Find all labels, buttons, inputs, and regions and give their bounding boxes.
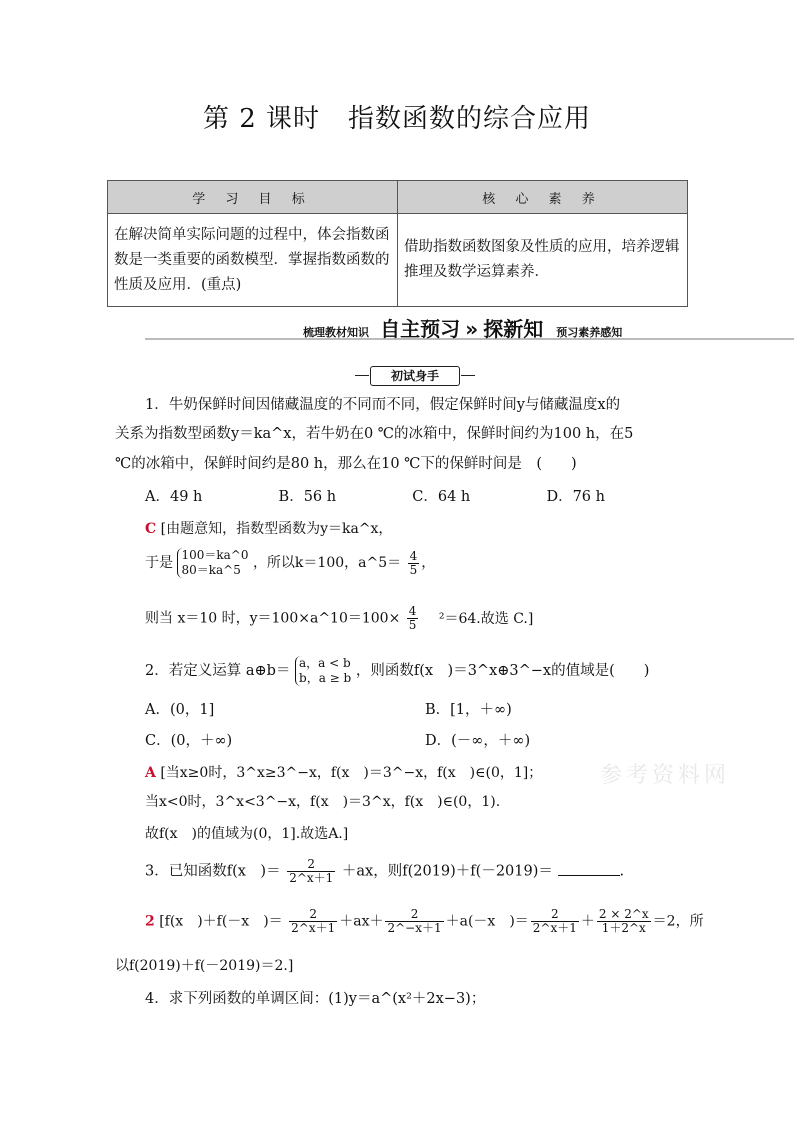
q1-sol-end: ²＝64.故选 C.] <box>438 610 534 627</box>
q1-line1: 1．牛奶保鲜时间因储藏温度的不同而不同，假定保鲜时间y与储藏温度x的 <box>145 397 621 413</box>
frac-num: 2 × 2^x <box>598 907 649 921</box>
q3-frac-4 <box>597 908 651 935</box>
goals-table <box>107 180 688 307</box>
q2-pre: 2．若定义运算 a⊕b＝ <box>145 663 291 679</box>
page-title <box>0 98 794 135</box>
q3-fraction <box>287 858 335 885</box>
q1-answer: C <box>145 521 157 537</box>
q3-answer: 2 <box>145 913 155 930</box>
q1-sol-text: [由题意知，指数型函数为y＝ka^x， <box>160 521 393 537</box>
q3-sol-e: ＝2，所 <box>652 913 704 930</box>
q3-sol-b: ＋ax＋ <box>339 913 384 930</box>
q3-sol-a: [f(x )＋f(－x )＝ <box>159 913 283 930</box>
lesson-topic: 指数函数的综合应用 <box>348 104 592 134</box>
q2-line1 <box>145 656 649 686</box>
q2-case1: a，a < b <box>299 656 351 670</box>
q1-option-b: B．56 h <box>278 489 337 505</box>
q1-fraction <box>408 550 420 577</box>
competency-header: 核 心 素 养 <box>398 181 688 214</box>
q1-line2: 关系为指数型函数y＝ka^x，若牛奶在0 ℃的冰箱中，保鲜时间约为100 h，在5 <box>115 426 634 442</box>
q1-options <box>145 484 605 511</box>
q1-option-c: C．64 h <box>412 489 471 505</box>
frac-den: 2^x＋1 <box>532 921 577 935</box>
q2-solution-1 <box>145 760 542 787</box>
frac-num: 2 <box>385 908 443 922</box>
q1-line3: ℃的冰箱中，保鲜时间约是80 h，那么在10 ℃下的保鲜时间是 ( ) <box>115 456 577 472</box>
q1-system <box>177 548 248 578</box>
q3-solution-1 <box>145 908 704 936</box>
q3-pre: 3．已知函数f(x )＝ <box>145 863 281 880</box>
q2-option-a: A．(0，1] <box>145 702 215 718</box>
lesson-number: 第 2 课时 <box>202 104 321 134</box>
competency-text: 借助指数函数图象及性质的应用，培养逻辑推理及数学运算素养． <box>398 214 688 307</box>
q1-eq2: 80＝ka^5 <box>181 563 241 577</box>
q3-sol-c: ＋a(－x )＝ <box>445 913 529 930</box>
q2-option-b: B．[1，＋∞) <box>425 702 512 718</box>
frac-num: 2 <box>287 858 335 872</box>
q2-answer: A <box>145 765 156 781</box>
frac-num: 4 <box>408 604 417 618</box>
q2-solution-2: 当x<0时，3^x<3^−x，f(x )＝3^x，f(x )∈(0，1). <box>145 794 501 810</box>
q1-sol-prefix: 于是 <box>145 555 173 571</box>
frac-den: 5 <box>409 562 418 577</box>
arrow-icon: » <box>465 317 479 341</box>
goals-header: 学 习 目 标 <box>108 181 398 214</box>
section-tag: 初试身手 <box>370 366 460 386</box>
q2-solution-3: 故f(x )的值域为(0，1].故选A.] <box>145 826 349 842</box>
frac-num: 2 <box>531 908 579 922</box>
q2-cases <box>295 656 351 686</box>
q3-solution-2: 以f(2019)＋f(－2019)＝2.] <box>115 958 294 974</box>
q3-frac-3 <box>531 908 579 935</box>
q1-eq1: 100＝ka^0 <box>181 548 249 562</box>
banner-left: 梳理教材知识 <box>303 326 369 339</box>
goals-text: 在解决简单实际问题的过程中，体会指数函数是一类重要的函数模型．掌握指数函数的性质及应用．(重点) <box>108 214 398 307</box>
frac-den: 2^x＋1 <box>289 871 334 885</box>
q1-sol-mid: ，所以k＝100，a^5＝ <box>252 555 402 571</box>
q1-sol-calc: 则当 x＝10 时，y＝100×a^10＝100× <box>145 610 401 627</box>
banner-main-2: 探新知 <box>483 317 544 341</box>
banner-main-1: 自主预习 <box>380 317 461 341</box>
q2-post: ，则函数f(x )＝3^x⊕3^−x的值域是( ) <box>355 663 650 679</box>
q3-sol-d: ＋ <box>580 913 595 930</box>
q4-line1: 4．求下列函数的单调区间：(1)y＝a^(x²＋2x−3)； <box>145 991 486 1007</box>
watermark: 参考资料网 <box>600 763 731 788</box>
q1-solution-2: 于是 100＝ka^0 80＝ka^5 ，所以k＝100，a^5＝ $\frac{4}{5}$ ， <box>145 548 436 577</box>
q1-option-a: A．49 h <box>145 489 203 505</box>
answer-blank <box>558 861 620 876</box>
q3-frac-2 <box>385 908 443 935</box>
q1-solution-3 <box>145 605 533 633</box>
q3-line1: 3．已知函数f(x )＝ $\frac{2}{2\^{}x+1}$ ＋ax，则f(2019)＋f(－2019)＝ . <box>145 857 625 885</box>
frac-den: 1＋2^x <box>601 921 646 935</box>
q2-sol-text: [当x≥0时，3^x≥3^−x，f(x )＝3^−x，f(x )∈(0，1]； <box>160 765 543 781</box>
frac-num: 4 <box>409 548 418 563</box>
frac-den: 2^x＋1 <box>291 921 336 935</box>
q3-post: ＋ax，则f(2019)＋f(－2019)＝ <box>341 863 553 880</box>
frac-num: 2 <box>289 908 337 922</box>
frac-den: 5 <box>408 618 417 632</box>
q2-case2: b，a ≥ b <box>299 671 352 685</box>
q1-option-d: D．76 h <box>546 489 605 505</box>
q1-fraction-2 <box>407 605 419 632</box>
banner-right: 预习素养感知 <box>556 326 623 339</box>
q2-option-d: D．(－∞，＋∞) <box>425 733 531 749</box>
section-banner <box>303 313 622 342</box>
q3-frac-1 <box>289 908 337 935</box>
q2-option-c: C．(0，＋∞) <box>145 733 233 749</box>
frac-den: 2^−x＋1 <box>387 921 442 935</box>
q1-solution-1 <box>145 516 392 543</box>
